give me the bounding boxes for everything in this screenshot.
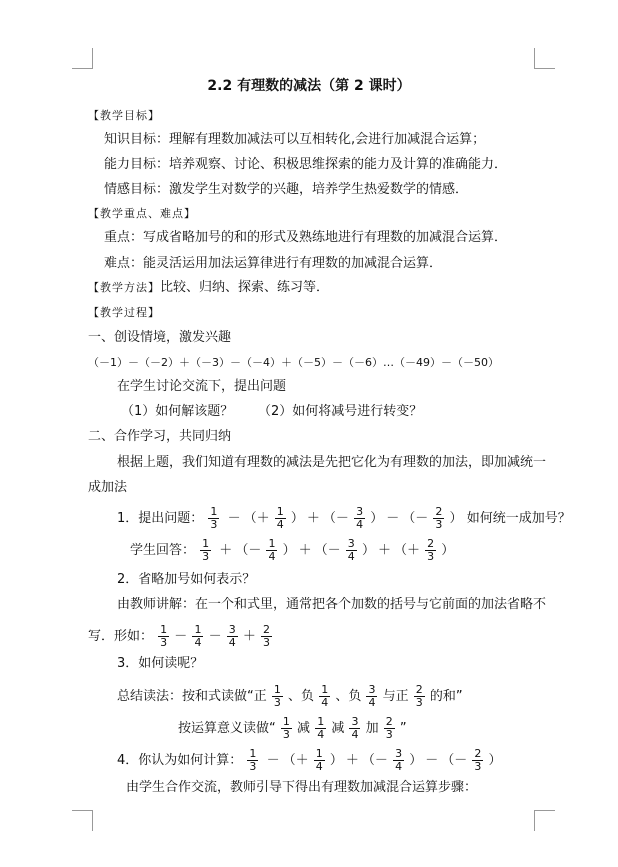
- part2-title: 二、合作学习，共同归纳: [88, 429, 232, 444]
- part2-intro-line-1: 根据上题，我们知道有理数的减法是先把它化为有理数的加法，即加减统一: [117, 455, 547, 470]
- fraction: $\frac{1}{4}$: [276, 505, 284, 531]
- fraction: $\frac{3}{4}$: [347, 537, 355, 563]
- fraction: $\frac{1}{3}$: [282, 715, 290, 741]
- fraction: $\frac{2}{3}$: [385, 715, 393, 741]
- item1-line: 1．提出问题： $\frac{1}{3}$ － （＋ $\frac{1}{4}$ ） ＋ （－ $\frac{3}{4}$ ） － （－ $\frac{2}{3}$ ） 如何统一成加号？: [117, 505, 571, 531]
- crop-mark-top-left: [72, 48, 93, 69]
- method-line: [88, 280, 329, 296]
- fraction: $\frac{1}{4}$: [194, 623, 202, 649]
- item3-summary-line: 总结读法：按和式读做“正 $\frac{1}{3}$ 、负 $\frac{1}{4}$ 、负 $\frac{3}{4}$ 与正 $\frac{2}{3}$ 的和”: [117, 683, 463, 709]
- fraction: $\frac{3}{4}$: [368, 683, 376, 709]
- fraction: $\frac{1}{3}$: [210, 505, 218, 531]
- key-point: 重点：写成省略加号的和的形式及熟练地进行有理数的加减混合运算．: [104, 230, 508, 245]
- fraction: $\frac{1}{4}$: [321, 683, 329, 709]
- item1-answer-line: 学生回答： $\frac{1}{3}$ ＋ （－ $\frac{1}{4}$ ） ＋ （－ $\frac{3}{4}$ ） ＋ （＋ $\frac{2}{3}$ ）: [130, 537, 455, 563]
- process-header: 【教学过程】: [88, 306, 160, 319]
- keypoints-header: 【教学重点、难点】: [88, 207, 196, 220]
- fraction: $\frac{1}{3}$: [160, 623, 168, 649]
- part1-question-2: （2）如何将减号进行转变？: [258, 404, 423, 419]
- item4-line: 4．你认为如何计算： $\frac{1}{3}$ － （＋ $\frac{1}{4}$ ） ＋ （－ $\frac{3}{4}$ ） － （－ $\frac{2}{3}$ ）: [117, 747, 502, 773]
- method-header: 【教学方法】: [88, 281, 160, 294]
- fraction: $\frac{1}{4}$: [268, 537, 276, 563]
- fraction: $\frac{1}{3}$: [249, 747, 257, 773]
- fraction: $\frac{2}{3}$: [415, 683, 423, 709]
- part1-question-1: （1）如何解该题？: [121, 404, 234, 419]
- difficulty: 难点：能灵活运用加法运算律进行有理数的加减混合运算．: [104, 256, 443, 271]
- fraction: $\frac{2}{3}$: [427, 537, 435, 563]
- method-text: 比较、归纳、探索、练习等．: [160, 280, 330, 295]
- fraction: $\frac{1}{4}$: [317, 715, 325, 741]
- fraction: $\frac{3}{4}$: [228, 623, 236, 649]
- item4-label: 4．你认为如何计算：: [117, 753, 243, 768]
- fraction: $\frac{1}{4}$: [315, 747, 323, 773]
- goal-ability: 能力目标：培养观察、讨论、积极思维探索的能力及计算的准确能力．: [104, 157, 508, 172]
- fraction: $\frac{2}{3}$: [435, 505, 443, 531]
- crop-mark-bottom-left: [72, 810, 93, 831]
- crop-mark-bottom-right: [534, 810, 555, 831]
- item2-text-line-2: 写．形如： $\frac{1}{3}$ － $\frac{1}{4}$ － $\frac{3}{4}$ ＋ $\frac{2}{3}$: [88, 623, 271, 649]
- item1-answer-label: 学生回答：: [130, 543, 196, 558]
- goal-emotion: 情感目标：激发学生对数学的兴趣，培养学生热爱数学的情感．: [104, 182, 469, 197]
- fraction: $\frac{1}{3}$: [202, 537, 210, 563]
- fraction: $\frac{2}{3}$: [263, 623, 271, 649]
- item3-label: 3．如何读呢？: [117, 656, 204, 671]
- item2-label: 2．省略加号如何表示？: [117, 572, 256, 587]
- final-line: 由学生合作交流，教师引导下得出有理数加减混合运算步骤：: [126, 780, 478, 795]
- part1-title: 一、创设情境，激发兴趣: [88, 330, 232, 345]
- item1-label: 1．提出问题：: [117, 511, 204, 526]
- fraction: $\frac{3}{4}$: [351, 715, 359, 741]
- item1-question: 如何统一成加号？: [466, 511, 571, 526]
- fraction: $\frac{3}{4}$: [356, 505, 364, 531]
- part1-discuss: 在学生讨论交流下，提出问题: [117, 379, 287, 394]
- item3-operation-line: 按运算意义读做“ $\frac{1}{3}$ 减 $\frac{1}{4}$ 减 $\frac{3}{4}$ 加 $\frac{2}{3}$ ”: [178, 715, 407, 741]
- page-title: 2.2 有理数的减法（第 2 课时）: [207, 78, 411, 94]
- part1-expression: （－1）－（－2）＋（－3）－（－4）＋（－5）－（－6）…（－49）－（－50）: [88, 356, 499, 369]
- fraction: $\frac{1}{3}$: [273, 683, 281, 709]
- part2-intro-line-2: 成加法: [88, 480, 128, 495]
- goal-knowledge: 知识目标：理解有理数加减法可以互相转化,会进行加减混合运算；: [104, 132, 486, 147]
- crop-mark-top-right: [534, 48, 555, 69]
- fraction: $\frac{3}{4}$: [395, 747, 403, 773]
- item2-text-line-1: 由教师讲解：在一个和式里，通常把各个加数的括号与它前面的加法省略不: [117, 597, 547, 612]
- goals-header: 【教学目标】: [88, 109, 160, 122]
- fraction: $\frac{2}{3}$: [474, 747, 482, 773]
